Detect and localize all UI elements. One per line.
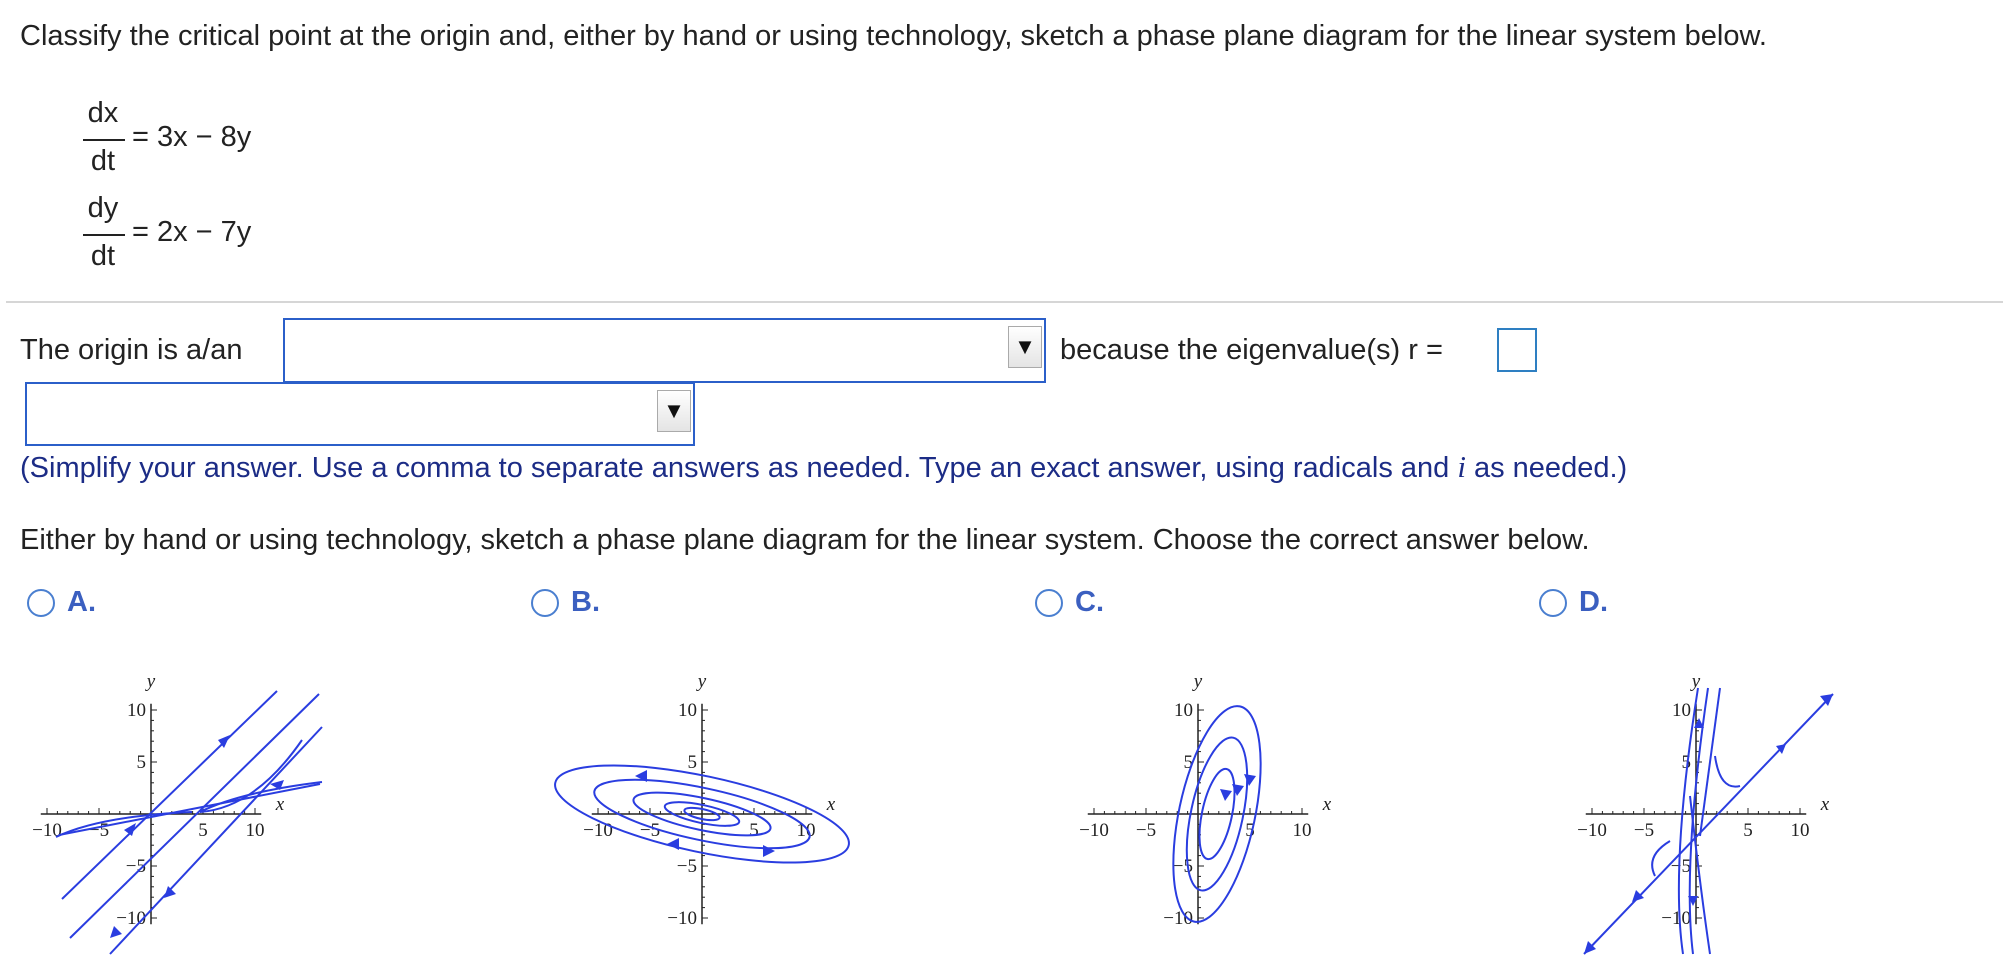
eigenvalue-input[interactable] [1497, 328, 1537, 372]
answer-format-hint [20, 449, 1627, 485]
fraction-denominator: dt [90, 240, 116, 272]
y-tick-label: 5 [1681, 752, 1691, 773]
dropdown-arrow-icon[interactable]: ▼ [1008, 326, 1042, 368]
y-axis-label: y [697, 671, 707, 693]
hint-text-end: as needed.) [1465, 452, 1628, 484]
phase-plot-b-svg [545, 636, 865, 961]
x-tick-label: 5 [1245, 820, 1255, 841]
fraction-denominator: dt [90, 145, 116, 177]
x-axis-label: x [826, 794, 836, 815]
y-tick-label: −5 [1670, 856, 1691, 877]
fraction-bar [83, 139, 125, 141]
phase-plot-a[interactable] [32, 636, 360, 961]
choice-label-b[interactable]: B. [571, 586, 600, 618]
section-divider [6, 301, 2003, 303]
x-axis-label: x [275, 794, 285, 815]
x-tick-label: −10 [583, 820, 613, 841]
y-tick-label: 10 [678, 700, 697, 721]
y-axis-label: y [1193, 671, 1203, 693]
x-tick-label: −5 [639, 820, 661, 841]
x-tick-label: 5 [749, 820, 759, 841]
x-tick-label: 10 [245, 820, 265, 841]
y-tick-label: 10 [127, 700, 146, 721]
x-tick-label: 10 [1790, 820, 1810, 841]
y-axis-label: y [1691, 671, 1701, 693]
x-tick-label: 10 [1292, 820, 1312, 841]
y-tick-label: 5 [687, 752, 697, 773]
phase-plot-c[interactable] [1052, 636, 1372, 961]
y-tick-label: 5 [1183, 752, 1193, 773]
fraction-numerator: dy [87, 192, 119, 224]
choice-d[interactable] [1539, 586, 1608, 619]
equation-rhs: = 3x − 8y [132, 121, 252, 153]
choice-label-a[interactable]: A. [67, 586, 96, 618]
y-tick-label: −5 [1172, 856, 1193, 877]
plot-axes [1577, 671, 1830, 929]
trajectory-arrow-icons [1220, 774, 1256, 801]
y-axis-label: y [146, 671, 156, 693]
fraction-bar [83, 234, 125, 236]
x-axis-label: x [1322, 794, 1332, 815]
phase-plane-instruction: Either by hand or using technology, sketch a phase plane diagram for the linear system. Choose the correct answer below. [20, 524, 1590, 556]
eigenvalue-label: because the eigenvalue(s) r = [1060, 334, 1443, 366]
choice-a[interactable] [27, 586, 96, 619]
equation-rhs: = 2x − 7y [132, 216, 252, 248]
fraction-numerator: dx [87, 97, 119, 129]
radio-button-a[interactable] [27, 589, 55, 617]
phase-plot-d[interactable] [1550, 636, 1870, 961]
y-tick-label: −10 [116, 908, 146, 929]
choice-label-c[interactable]: C. [1075, 586, 1104, 618]
radio-button-c[interactable] [1035, 589, 1063, 617]
x-tick-label: −5 [88, 820, 110, 841]
x-tick-label: −10 [1577, 820, 1607, 841]
x-tick-label: −10 [32, 820, 62, 841]
x-tick-label: −5 [1633, 820, 1655, 841]
radio-button-d[interactable] [1539, 589, 1567, 617]
hint-italic-i: i [1457, 449, 1466, 484]
x-tick-label: 10 [796, 820, 816, 841]
phase-plot-a-svg [32, 636, 360, 961]
x-tick-label: −10 [1079, 820, 1109, 841]
hint-text: (Simplify your answer. Use a comma to separate answers as needed. Type an exact answer, using radicals and [20, 452, 1458, 484]
phase-plot-d-svg [1550, 636, 1870, 961]
y-tick-label: −10 [667, 908, 697, 929]
x-tick-label: −5 [1135, 820, 1157, 841]
choice-b[interactable] [531, 586, 600, 619]
y-tick-label: 5 [136, 752, 146, 773]
critical-point-type-dropdown[interactable] [283, 318, 1046, 383]
x-tick-label: 5 [198, 820, 208, 841]
radio-button-b[interactable] [531, 589, 559, 617]
x-axis-label: x [1820, 794, 1830, 815]
dropdown-arrow-icon[interactable]: ▼ [657, 390, 691, 432]
y-tick-label: 10 [1672, 700, 1691, 721]
question-prompt: Classify the critical point at the origin and, either by hand or using technology, sketch a phase plane diagram for the linear system below. [20, 20, 1767, 52]
y-tick-label: −5 [676, 856, 697, 877]
y-tick-label: −10 [1661, 908, 1691, 929]
phase-plot-b[interactable] [545, 636, 865, 961]
choice-c[interactable] [1035, 586, 1104, 619]
y-tick-label: −5 [125, 856, 146, 877]
choice-label-d[interactable]: D. [1579, 586, 1608, 618]
stability-dropdown[interactable] [25, 382, 695, 446]
origin-label: The origin is a/an [20, 334, 243, 366]
y-tick-label: 10 [1174, 700, 1193, 721]
phase-plot-c-svg [1052, 636, 1372, 961]
y-tick-label: −10 [1163, 908, 1193, 929]
x-tick-label: 5 [1743, 820, 1753, 841]
